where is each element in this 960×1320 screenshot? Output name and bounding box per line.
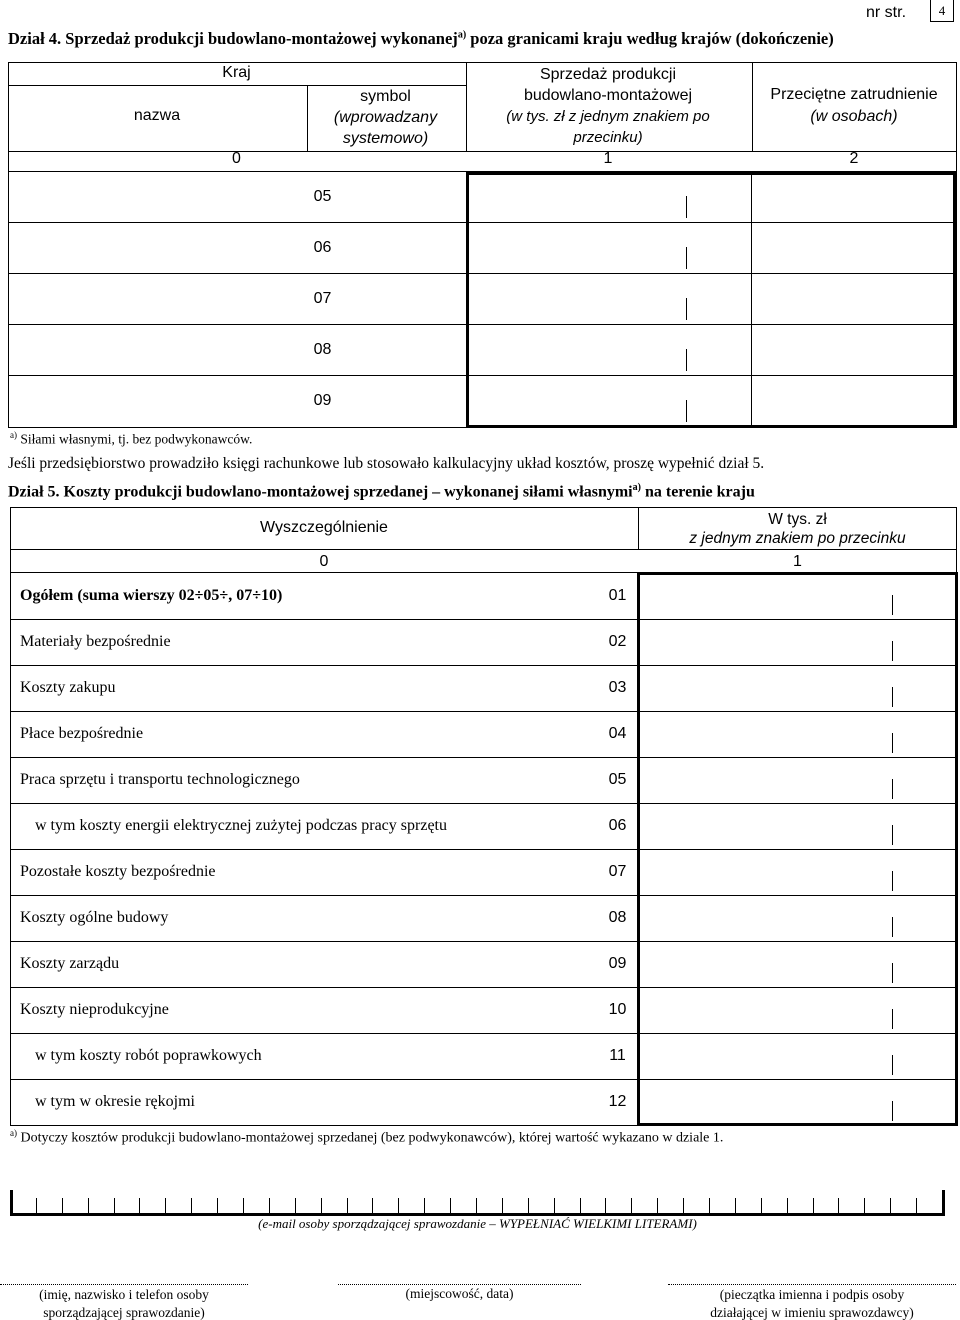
cost-row-number: 04 xyxy=(608,725,627,742)
cost-input-cell[interactable] xyxy=(640,987,955,1033)
cost-row-label: w tym w okresie rękojmi xyxy=(35,1093,195,1110)
cost-input-cell[interactable] xyxy=(640,665,955,711)
cost-row-label: w tym koszty robót poprawkowych xyxy=(35,1047,262,1064)
cost-input-cell[interactable] xyxy=(640,619,955,665)
header-employment-line2: (w osobach) xyxy=(810,108,898,125)
header-symbol-line1: symbol xyxy=(360,88,411,105)
cost-input-cell[interactable] xyxy=(640,573,955,619)
section5-header-spec: Wyszczególnienie xyxy=(260,519,388,536)
section4-title-suffix: poza granicami kraju według krajów (dokończenie) xyxy=(466,29,834,48)
header-symbol-line3: systemowo) xyxy=(342,130,429,147)
header-nazwa: nazwa xyxy=(133,107,181,124)
cost-row-label: Płace bezpośrednie xyxy=(20,725,144,742)
section4-row-number: 08 xyxy=(313,341,332,358)
section5-footnote xyxy=(10,1128,723,1147)
cost-row-number: 01 xyxy=(608,587,627,604)
place-date-caption: (miejscowość, data) xyxy=(405,1286,514,1301)
section4-footnote-text: Siłami własnymi, tj. bez podwykonawców. xyxy=(17,431,253,447)
header-symbol xyxy=(306,86,465,149)
person-signature-line[interactable] xyxy=(0,1284,248,1285)
header-sales xyxy=(465,64,751,148)
header-employment xyxy=(751,84,957,128)
cost-row-label: Koszty ogólne budowy xyxy=(20,909,169,926)
section5-col-index-1: 1 xyxy=(793,553,802,570)
cost-row-number: 08 xyxy=(608,909,627,926)
section5-header-unit xyxy=(638,510,957,548)
cost-input-cell[interactable] xyxy=(640,711,955,757)
email-caption: (e-mail osoby sporządzającej sprawozdanie – WYPEŁNIAĆ WIELKIMI LITERAMI) xyxy=(258,1216,697,1231)
cost-row-label: Koszty zakupu xyxy=(20,679,116,696)
stamp-caption-line1: (pieczątka imienna i podpis osoby xyxy=(719,1287,905,1302)
section4-row-number: 05 xyxy=(313,188,332,205)
email-input[interactable] xyxy=(10,1190,945,1216)
cost-row-label: Materiały bezpośrednie xyxy=(20,633,171,650)
cost-row-label: w tym koszty energii elektrycznej zużytej podczas pracy sprzętu xyxy=(35,817,447,834)
person-caption-line1: (imię, nazwisko i telefon osoby xyxy=(39,1287,209,1302)
cost-row-number: 07 xyxy=(608,863,627,880)
sales-input-cell[interactable] xyxy=(469,274,751,324)
sales-input-cell[interactable] xyxy=(469,376,751,425)
page-number-label: nr str. xyxy=(866,4,907,21)
page-number-value: 4 xyxy=(938,3,946,18)
cost-input-cell[interactable] xyxy=(640,757,955,803)
section5-header-unit-line1: W tys. zł xyxy=(768,511,827,528)
section4-row-number: 09 xyxy=(313,392,332,409)
cost-row-number: 02 xyxy=(608,633,627,650)
header-sales-line3: (w tys. zł z jednym znakiem po xyxy=(506,108,710,125)
cost-input-cell[interactable] xyxy=(640,849,955,895)
employment-input-cell[interactable] xyxy=(752,223,953,273)
place-date-line[interactable] xyxy=(338,1284,581,1285)
sales-input-cell[interactable] xyxy=(469,223,751,273)
employment-input-cell[interactable] xyxy=(752,376,953,425)
cost-row-number: 03 xyxy=(608,679,627,696)
cost-row-number: 05 xyxy=(608,771,627,788)
header-sales-line4: przecinku) xyxy=(573,129,643,146)
employment-input-cell[interactable] xyxy=(752,325,953,375)
cost-row-label: Koszty nieprodukcyjne xyxy=(20,1001,169,1018)
section5-title-suffix: na terenie kraju xyxy=(640,483,755,501)
cost-input-cell[interactable] xyxy=(640,941,955,987)
section4-footnote-sup: a) xyxy=(10,430,17,440)
header-sales-line1: Sprzedaż produkcji xyxy=(539,66,677,83)
header-symbol-line2: (wprowadzany xyxy=(333,109,438,126)
header-kraj: Kraj xyxy=(222,64,251,81)
header-sales-line2: budowlano-montażowej xyxy=(523,87,693,104)
cost-input-cell[interactable] xyxy=(640,803,955,849)
cost-input-cell[interactable] xyxy=(640,895,955,941)
sales-input-cell[interactable] xyxy=(469,175,751,222)
cost-row-number: 09 xyxy=(608,955,627,972)
cost-row-number: 10 xyxy=(608,1001,627,1018)
section5-title-prefix: Dział 5. Koszty produkcji budowlano-montażowej sprzedanej – wykonanej siłami własnymi xyxy=(8,483,633,501)
cost-row-label: Praca sprzętu i transportu technologicznego xyxy=(20,771,300,788)
section5-footnote-sup: a) xyxy=(10,1128,17,1138)
page-number-box xyxy=(930,0,954,22)
cost-row-label: Ogółem (suma wierszy 02÷05÷, 07÷10) xyxy=(20,587,283,604)
section4-title-sup: a) xyxy=(457,29,467,41)
cost-row-label: Pozostałe koszty bezpośrednie xyxy=(20,863,216,880)
stamp-caption xyxy=(668,1286,956,1320)
stamp-caption-line2: działającej w imieniu sprawozdawcy) xyxy=(710,1305,914,1320)
section4-title xyxy=(8,29,834,49)
employment-input-cell[interactable] xyxy=(752,175,953,222)
header-employment-line1: Przeciętne zatrudnienie xyxy=(770,86,938,103)
cost-row-label: Koszty zarządu xyxy=(20,955,120,972)
cost-row-number: 06 xyxy=(608,817,627,834)
section4-row-number: 07 xyxy=(313,290,332,307)
section5-title-sup: a) xyxy=(632,482,641,493)
employment-input-cell[interactable] xyxy=(752,274,953,324)
person-caption xyxy=(0,1286,248,1320)
stamp-signature-line[interactable] xyxy=(668,1284,956,1285)
col-index-2: 2 xyxy=(849,150,859,167)
section5-header-unit-line2: z jednym znakiem po przecinku xyxy=(689,530,906,547)
col-index-1: 1 xyxy=(603,150,613,167)
sales-input-cell[interactable] xyxy=(469,325,751,375)
person-caption-line2: sporządzającej sprawozdanie) xyxy=(43,1305,205,1320)
section5-footnote-text: Dotyczy kosztów produkcji budowlano-montażowej sprzedanej (bez podwykonawców), której wartość wykazano w dziale 1. xyxy=(17,1130,724,1146)
section4-row-number: 06 xyxy=(313,239,332,256)
section4-footnote xyxy=(10,430,252,448)
cost-input-cell[interactable] xyxy=(640,1079,955,1125)
cost-row-number: 11 xyxy=(609,1047,626,1064)
cost-row-number: 12 xyxy=(608,1093,627,1110)
section5-title xyxy=(8,482,755,501)
section4-title-prefix: Dział 4. Sprzedaż produkcji budowlano-montażowej wykonanej xyxy=(8,29,458,48)
section5-col-index-0: 0 xyxy=(319,553,329,570)
cost-input-cell[interactable] xyxy=(640,1033,955,1079)
col-index-0: 0 xyxy=(232,150,241,167)
section4-note: Jeśli przedsiębiorstwo prowadziło księgi rachunkowe lub stosowało kalkulacyjny układ kosztów, proszę wypełnić dział 5. xyxy=(8,455,765,472)
